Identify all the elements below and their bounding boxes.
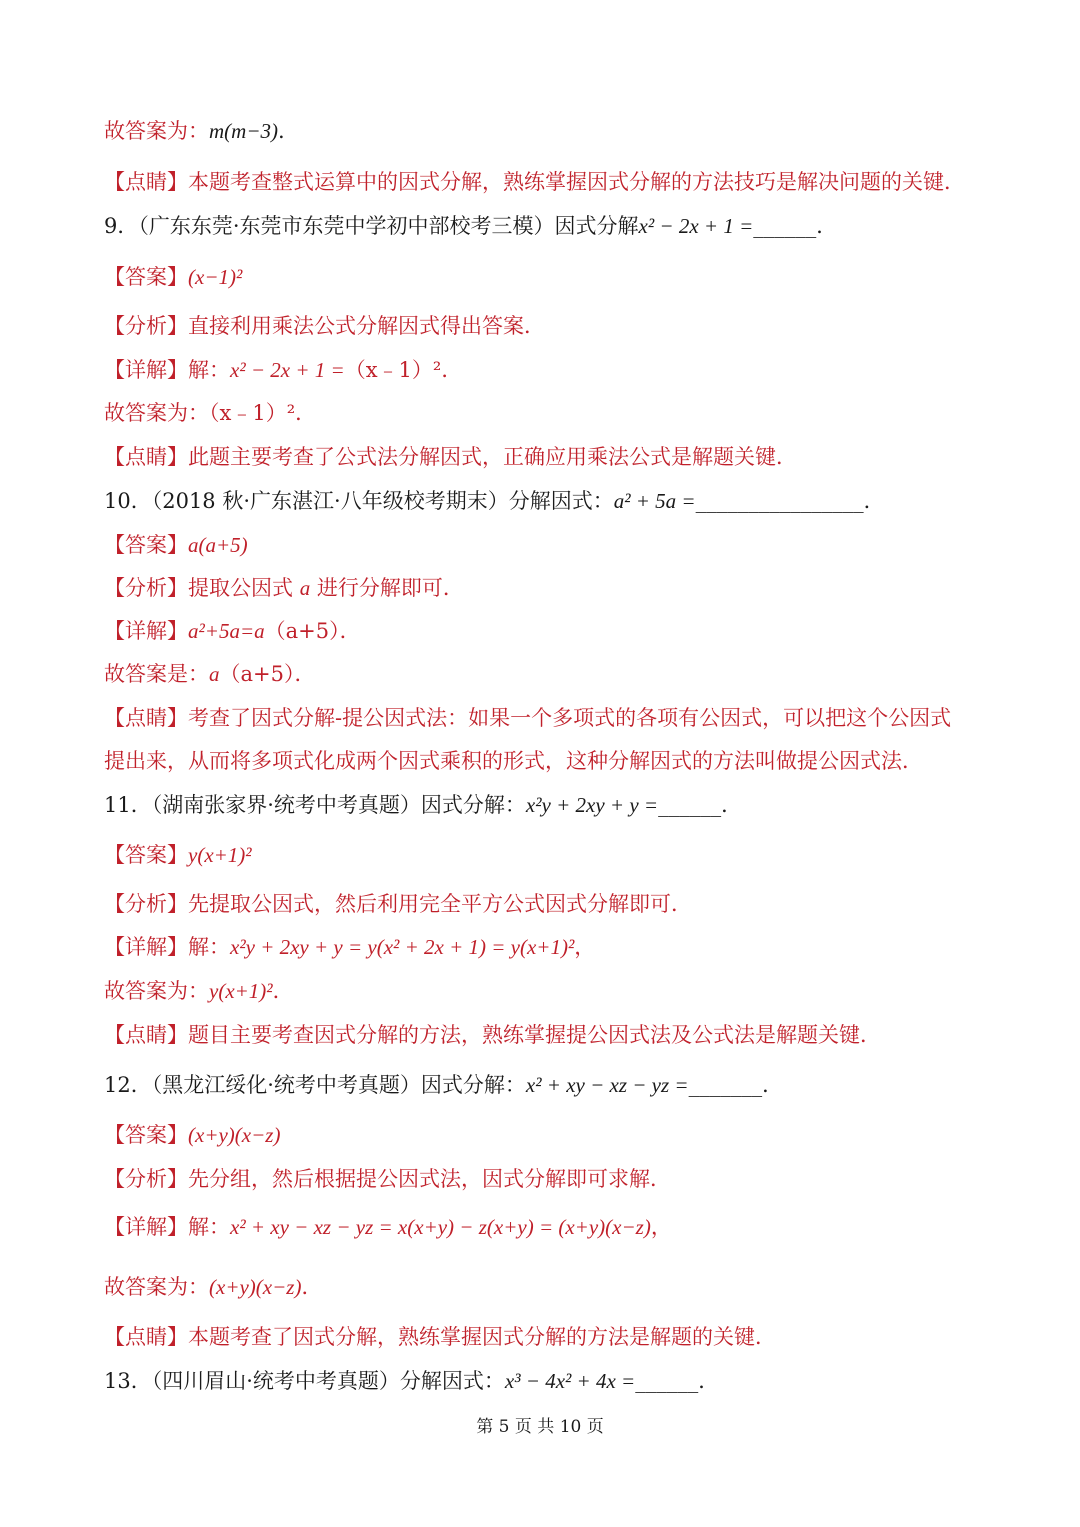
text-line <box>104 398 980 428</box>
text-segment: 11．（湖南张家界·统考中考真题）因式分解： <box>104 793 526 817</box>
math-expression: (x+y)(x−z) <box>188 1123 281 1147</box>
text-segment: 【答案】 <box>104 265 188 289</box>
math-expression: a <box>209 662 220 686</box>
text-line <box>104 1020 980 1050</box>
text-segment: . <box>278 119 285 143</box>
math-expression: x³ − 4x² + 4x = <box>504 1369 636 1393</box>
text-segment: 【点睛】考查了因式分解-提公因式法：如果一个多项式的各项有公因式，可以把这个公因式 <box>104 706 952 730</box>
text-segment: 提出来，从而将多项式化成两个因式乘积的形式，这种分解因式的方法叫做提公因式法． <box>104 749 923 773</box>
math-expression: x² + xy − xz − yz = x(x+y) − z(x+y) = (x+y)(x−z) <box>230 1215 651 1239</box>
text-line <box>104 573 980 603</box>
math-expression: (x−1)² <box>188 265 243 289</box>
text-line <box>104 530 980 560</box>
text-line <box>104 932 980 962</box>
text-segment: 【分析】先提取公因式，然后利用完全平方公式因式分解即可． <box>104 892 692 916</box>
text-segment: 【详解】解： <box>104 1215 230 1239</box>
math-expression: a²+5a=a <box>188 619 265 643</box>
text-segment: 【点睛】题目主要考查因式分解的方法，熟练掌握提公因式法及公式法是解题关键． <box>104 1023 881 1047</box>
text-segment: 12．（黑龙江绥化·统考中考真题）因式分解： <box>104 1073 526 1097</box>
text-segment: 9．（广东东莞·东莞市东莞中学初中部校考三模）因式分解 <box>104 214 639 238</box>
math-expression: a <box>299 576 311 600</box>
text-segment: 【点睛】本题考查了因式分解，熟练掌握因式分解的方法是解题的关键． <box>104 1325 776 1349</box>
text-line <box>104 442 980 472</box>
text-segment: 【详解】 <box>104 619 188 643</box>
math-expression: x²y + 2xy + y = y(x² + 2x + 1) = y(x+1)² <box>230 935 575 959</box>
text-segment: 进行分解即可． <box>310 576 464 600</box>
text-line <box>104 703 980 733</box>
text-segment: （a+5）． <box>219 662 316 686</box>
text-line <box>104 211 980 241</box>
text-line <box>104 1212 980 1242</box>
text-segment: （a+5）． <box>264 619 361 643</box>
text-line <box>104 311 980 341</box>
text-segment: ________________． <box>695 489 885 513</box>
text-line <box>104 840 980 870</box>
math-expression: m(m−3) <box>209 119 278 143</box>
math-expression: x² − 2x + 1 = <box>638 214 754 238</box>
text-segment: 【点睛】此题主要考查了公式法分解因式，正确应用乘法公式是解题关键． <box>104 445 797 469</box>
math-expression: x²y + 2xy + y = <box>525 793 659 817</box>
text-line <box>104 1164 980 1194</box>
text-segment: ． <box>272 979 294 1003</box>
math-expression: y(x+1)² <box>209 979 273 1003</box>
text-line <box>104 790 980 820</box>
text-segment: ______． <box>753 214 838 238</box>
text-segment: 故答案为： <box>104 979 209 1003</box>
math-expression: x² − 2x + 1 = <box>230 358 345 382</box>
text-segment: ． <box>301 1275 323 1299</box>
text-line <box>104 1120 980 1150</box>
text-segment: _______． <box>688 1073 784 1097</box>
text-line <box>104 616 980 646</box>
text-line <box>104 262 980 292</box>
text-line <box>104 659 980 689</box>
text-segment: 【详解】解： <box>104 935 230 959</box>
math-expression: a² + 5a = <box>613 489 696 513</box>
text-segment: ______． <box>658 793 743 817</box>
math-expression: x² + xy − xz − yz = <box>525 1073 689 1097</box>
text-segment: 故答案为：（x﹣1）²． <box>104 401 317 425</box>
text-segment: 10．（2018 秋·广东湛江·八年级校考期末）分解因式： <box>104 489 614 513</box>
text-line <box>104 1366 980 1396</box>
text-segment: 故答案为： <box>104 1275 209 1299</box>
text-segment: 【分析】提取公因式 <box>104 576 300 600</box>
text-segment: （x﹣1）²． <box>344 358 463 382</box>
text-line <box>104 1272 980 1302</box>
text-line <box>104 1070 980 1100</box>
text-segment: 【详解】解： <box>104 358 230 382</box>
text-segment: 【答案】 <box>104 843 188 867</box>
text-segment: 【点睛】本题考查整式运算中的因式分解，熟练掌握因式分解的方法技巧是解决问题的关键． <box>104 170 965 194</box>
text-line <box>104 167 980 197</box>
text-segment: 故答案是： <box>104 662 209 686</box>
text-segment: 故答案为： <box>104 119 209 143</box>
text-line <box>104 746 980 776</box>
math-expression: y(x+1)² <box>188 843 252 867</box>
text-segment: 13．（四川眉山·统考中考真题）分解因式： <box>104 1369 505 1393</box>
text-line <box>104 1322 980 1352</box>
text-segment: 【答案】 <box>104 533 188 557</box>
text-segment: 【分析】先分组，然后根据提公因式法，因式分解即可求解． <box>104 1167 671 1191</box>
math-expression: a(a+5) <box>188 533 248 557</box>
math-expression: (x+y)(x−z) <box>209 1275 302 1299</box>
text-line <box>104 486 980 516</box>
text-segment: ， <box>574 935 596 959</box>
text-segment: ______． <box>635 1369 720 1393</box>
text-line <box>104 889 980 919</box>
text-line <box>104 116 980 146</box>
text-line <box>104 976 980 1006</box>
text-segment: 【答案】 <box>104 1123 188 1147</box>
text-segment: ， <box>650 1215 672 1239</box>
page-footer: 第 5 页 共 10 页 <box>476 1417 604 1437</box>
text-segment: 【分析】直接利用乘法公式分解因式得出答案． <box>104 314 545 338</box>
text-line <box>104 355 980 385</box>
